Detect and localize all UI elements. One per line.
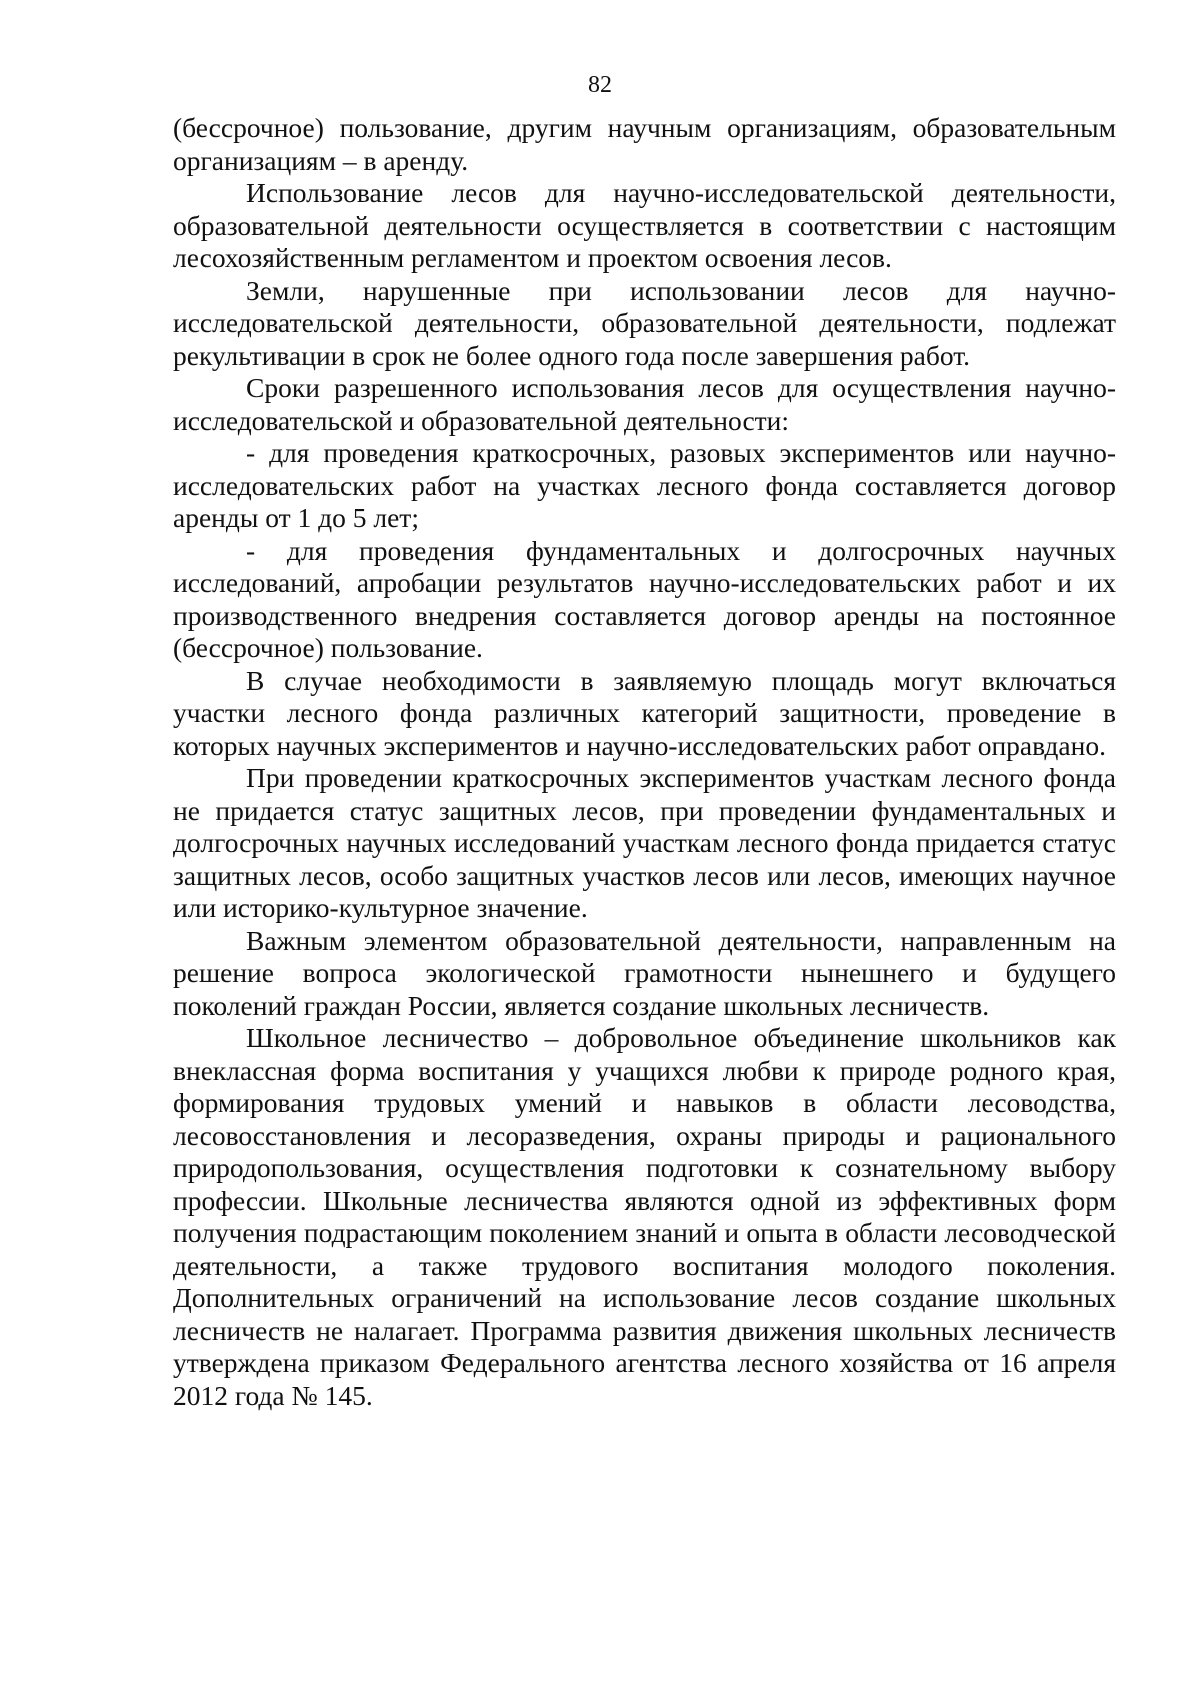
page-number: 82 [588,72,612,98]
paragraph: Сроки разрешенного использования лесов для осуществления научно-исследовательской и образовательной деятельности: [173,372,1116,436]
paragraph: Использование лесов для научно-исследовательской деятельности, образовательной деятельности осуществляется в соответствии с настоящим лесохозяйственным регламентом и проектом освоения лесов. [173,177,1116,273]
paragraph: Земли, нарушенные при использовании лесов для научно-исследовательской деятельности, образовательной деятельности, подлежат рекультивации в срок не более одного года после завершения работ. [173,274,1116,371]
list-item: - для проведения фундаментальных и долгосрочных научных исследований, апробации результатов научно-исследовательских работ и их производственного внедрения составляется договор аренды на постоянное (бессрочное) пользование. [173,534,1116,663]
paragraph: В случае необходимости в заявляемую площадь могут включаться участки лесного фонда различных категорий защитности, проведение в которых научных экспериментов и научно-исследовательских работ оправдано. [173,664,1116,761]
body-text [173,112,1116,1412]
paragraph: При проведении краткосрочных экспериментов участкам лесного фонда не придается статус защитных лесов, при проведении фундаментальных и долгосрочных научных исследований участкам лесного фонда придается статус защитных лесов, особо защитных участков лесов или лесов, имеющих научное или историко-культурное значение. [173,762,1116,923]
paragraph: Важным элементом образовательной деятельности, направленным на решение вопроса экологической грамотности нынешнего и будущего поколений граждан России, является создание школьных лесничеств. [173,924,1116,1021]
list-item: - для проведения краткосрочных, разовых экспериментов или научно-исследовательских работ на участках лесного фонда составляется договор аренды от 1 до 5 лет; [173,437,1116,533]
paragraph: (бессрочное) пользование, другим научным организациям, образовательным организациям – в аренду. [173,112,1116,176]
paragraph: Школьное лесничество – добровольное объединение школьников как внеклассная форма воспитания у учащихся любви к природе родного края, формирования трудовых умений и навыков в области лесоводства, лесовосстановления и лесоразведения, охраны природы и рационального природопользования, осуществления подготовки к сознательному выбору профессии. Школьные лесничества являются одной из эффективных форм получения подрастающим поколением знаний и опыта в области лесоводческой деятельности, а также трудового воспитания молодого поколения. Дополнительных ограничений на использование лесов создание школьных лесничеств не налагает. Программа развития движения школьных лесничеств утверждена приказом Федерального агентства лесного хозяйства от 16 апреля 2012 года № 145. [173,1022,1116,1411]
